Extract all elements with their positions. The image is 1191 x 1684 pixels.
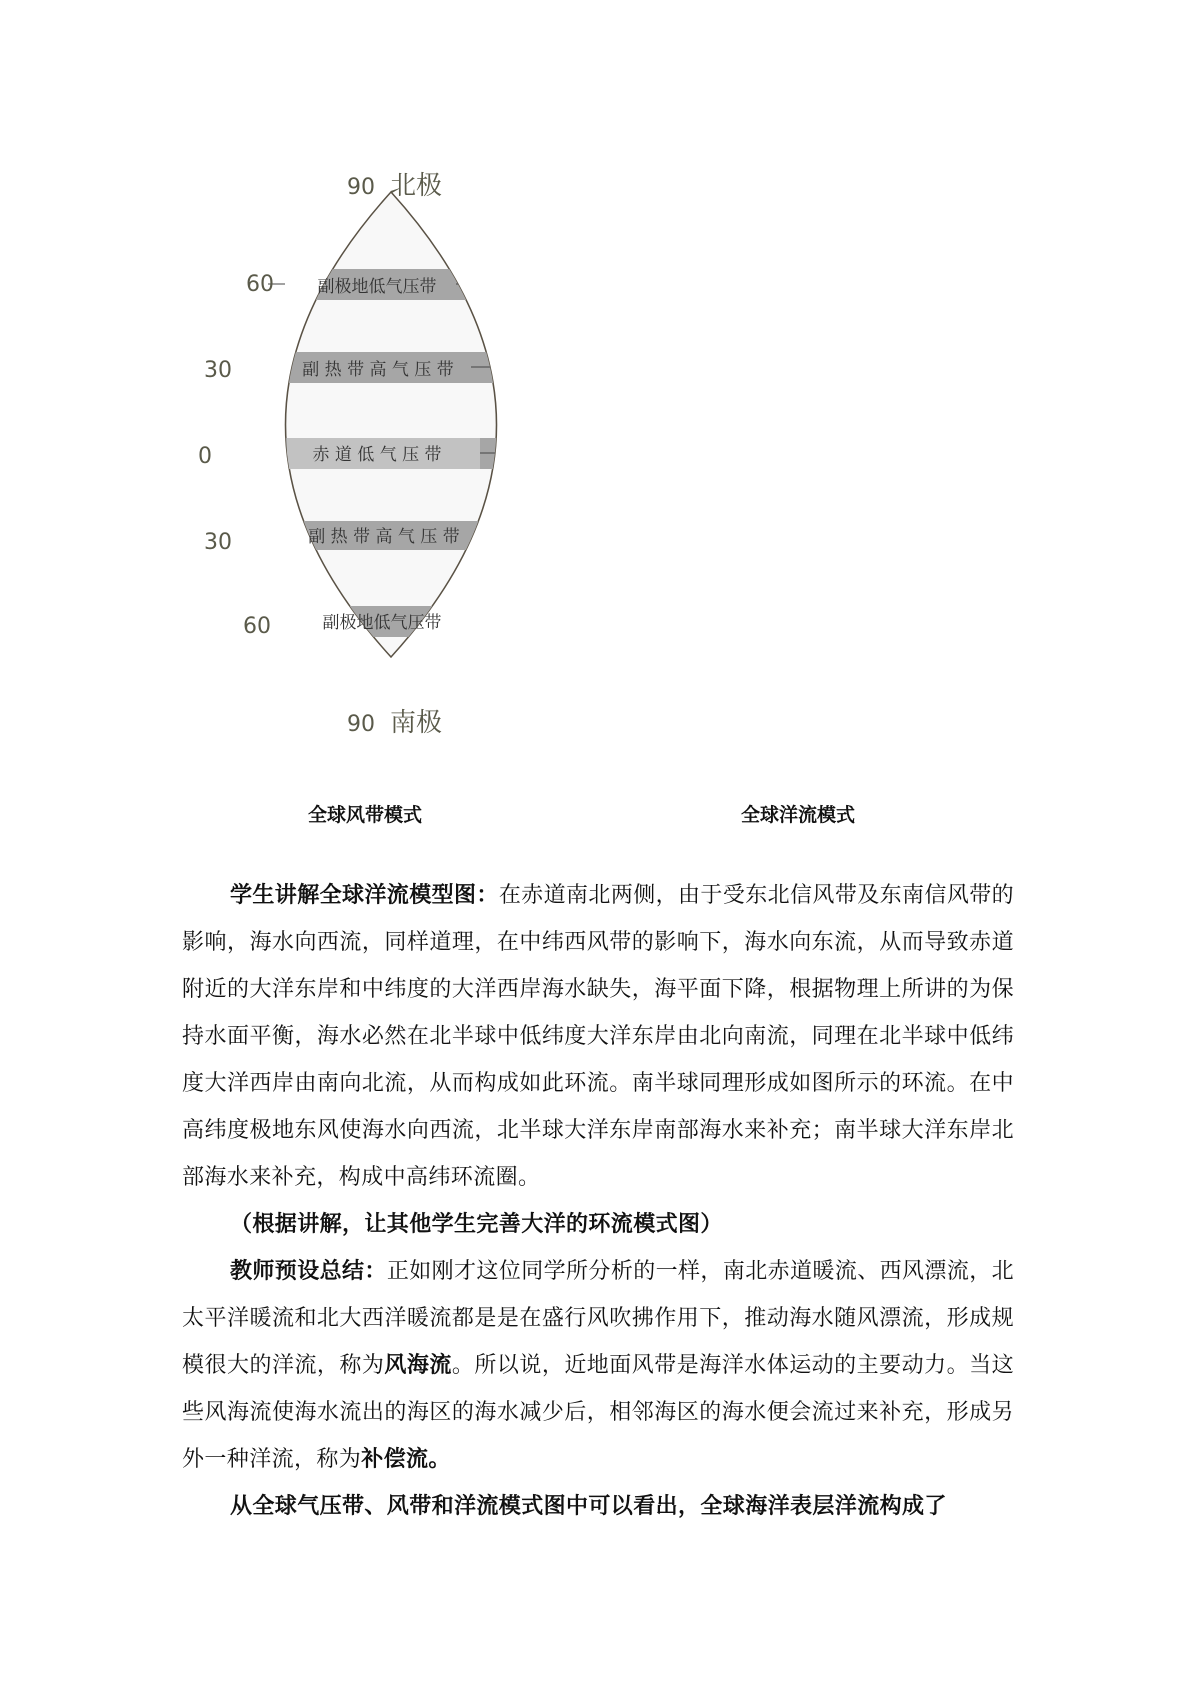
caption-ocean-current-model: 全球洋流模式 (741, 804, 856, 826)
belt-label-60s: 副极地低气压带 (322, 613, 442, 633)
belt-label-30s: 副 热 带 高 气 压 带 (308, 527, 460, 547)
paragraph-student-explanation (182, 872, 1014, 1201)
paragraph-lead: 学生讲解全球洋流模型图： (230, 882, 499, 908)
paragraph-lead: 教师预设总结： (230, 1258, 387, 1284)
pressure-belt-diagram (180, 160, 580, 740)
lat-label-30n: 30 (204, 358, 232, 383)
paragraph-teacher-summary (182, 1248, 1014, 1483)
globe-outline (286, 192, 497, 657)
paragraph-body: 。所以说，近地面风带是海洋水体运动的主要动力。当这些风海流使海水流出的海区的海水减少后，相邻海区的海水便会流过来补充，形成另外一种洋流，称为 (182, 1353, 1014, 1472)
paragraph-conclusion: 从全球气压带、风带和洋流模式图中可以看出，全球海洋表层洋流构成了 (230, 1493, 947, 1519)
lat-label-60n: 60 (246, 272, 274, 297)
south-pole-label: 南极 (390, 708, 443, 738)
term-wind-driven-current: 风海流 (384, 1352, 452, 1378)
belt-label-60n: 副极地低气压带 (317, 277, 437, 297)
north-pole-label: 北极 (390, 171, 443, 201)
term-compensation-current: 补偿流 (361, 1446, 429, 1472)
caption-wind-belt-model: 全球风带模式 (308, 804, 423, 826)
belt-label-30n: 副 热 带 高 气 压 带 (302, 360, 454, 380)
belt-label-eq: 赤 道 低 气 压 带 (312, 445, 442, 465)
north-pole-number: 90 (347, 175, 375, 200)
lat-label-60s: 60 (243, 614, 271, 639)
south-pole-number: 90 (347, 712, 375, 737)
lat-label-eq: 0 (198, 444, 212, 469)
paragraph-end-punct: 。 (428, 1446, 451, 1472)
lat-label-30s: 30 (204, 530, 232, 555)
body-text (182, 872, 1014, 1530)
paragraph-body: 在赤道南北两侧，由于受东北信风带及东南信风带的影响，海水向西流，同样道理，在中纬西风带的影响下，海水向东流，从而导致赤道附近的大洋东岸和中纬度的大洋西岸海水缺失，海平面下降，根据物理上所讲的为保持水面平衡，海水必然在北半球中低纬度大洋东岸由北向南流，同理在北半球中低纬度大洋西岸由南向北流，从而构成如此环流。南半球同理形成如图所示的环流。在中高纬度极地东风使海水向西流，北半球大洋东岸南部海水来补充；南半球大洋东岸北部海水来补充，构成中高纬环流圈。 (182, 883, 1015, 1190)
paragraph-instruction: （根据讲解，让其他学生完善大洋的环流模式图） (230, 1211, 723, 1237)
paragraph-body: 正如刚才这位同学所分析的一样，南北赤道暖流、西风漂流，北太平洋暖流和北大西洋暖流都是是在盛行风吹拂作用下，推动海水随风漂流，形成规模很大的洋流，称为 (182, 1259, 1015, 1378)
